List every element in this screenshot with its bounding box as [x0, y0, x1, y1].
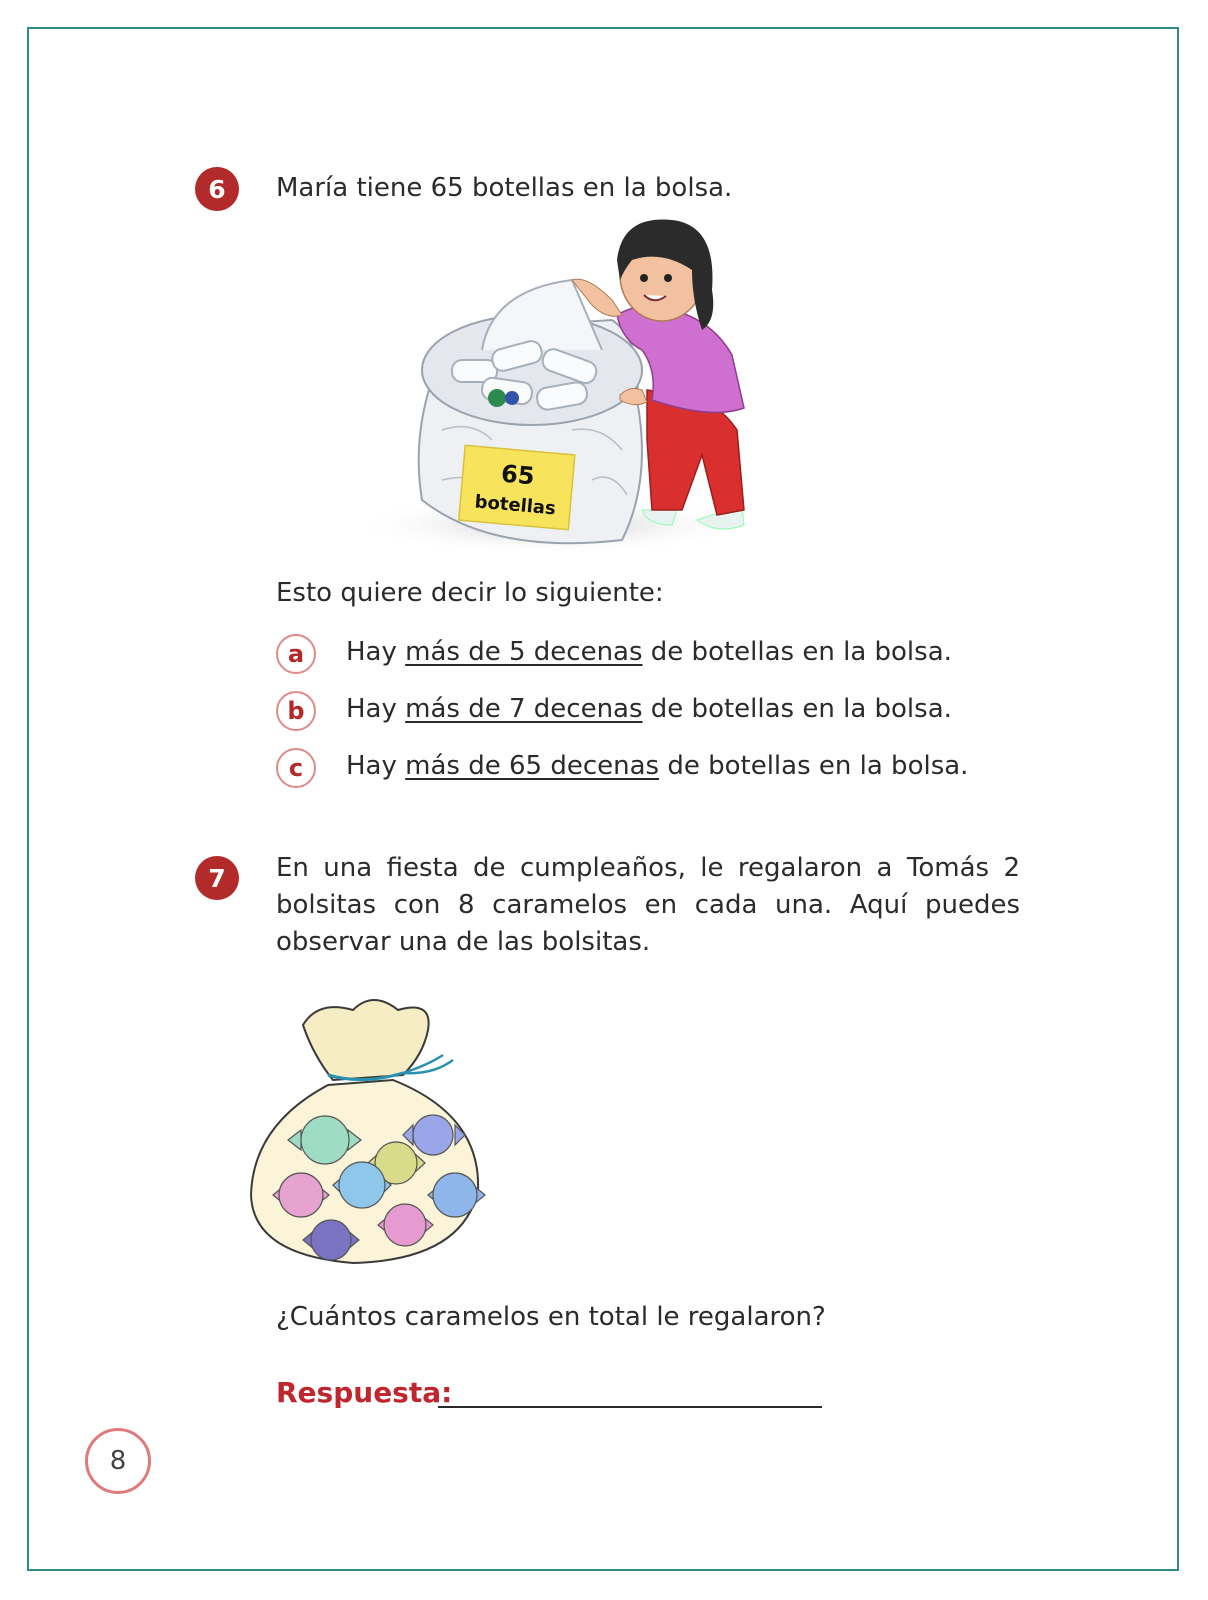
option-c-post: de botellas en la bolsa. [659, 751, 969, 781]
option-b-circle[interactable] [276, 691, 316, 731]
bag-label-word: botellas [473, 491, 557, 520]
question-6-badge [195, 167, 239, 211]
option-a-circle[interactable] [276, 634, 316, 674]
question-7-question: ¿Cuántos caramelos en total le regalaron? [276, 1302, 826, 1332]
option-b-text[interactable] [346, 691, 952, 727]
page-number-badge [85, 1428, 151, 1494]
question-7-badge [195, 856, 239, 900]
option-c-letter: c [288, 754, 304, 782]
question-6-number: 6 [208, 174, 226, 204]
option-a-text[interactable] [346, 634, 952, 670]
girl-bottle-bag-illustration [372, 180, 772, 580]
option-b-pre: Hay [346, 694, 406, 724]
option-c-text[interactable] [346, 748, 968, 784]
option-b-letter: b [287, 697, 305, 725]
option-a-underlined: más de 5 decenas [405, 637, 643, 667]
question-7-number: 7 [208, 863, 226, 893]
option-a-letter: a [287, 640, 305, 668]
option-c-underlined: más de 65 decenas [405, 751, 660, 781]
answer-label: Respuesta: [276, 1376, 453, 1409]
option-c-circle[interactable] [276, 748, 316, 788]
option-b-post: de botellas en la bolsa. [642, 694, 952, 724]
question-6-statement: María tiene 65 botellas en la bolsa. [276, 173, 733, 203]
option-a-post: de botellas en la bolsa. [642, 637, 952, 667]
question-6-lead: Esto quiere decir lo siguiente: [276, 578, 664, 608]
question-7-statement: En una fiesta de cumpleaños, le regalaron a Tomás 2 bolsitas con 8 caramelos en cada una. Aquí puedes observar una de las bolsitas. [276, 853, 1020, 957]
answer-blank-line[interactable] [438, 1406, 822, 1408]
option-a-pre: Hay [346, 637, 406, 667]
candy-bag-illustration [233, 985, 493, 1280]
bag-label-number: 65 [500, 459, 536, 491]
option-c-pre: Hay [346, 751, 406, 781]
option-b-underlined: más de 7 decenas [405, 694, 643, 724]
page-number: 8 [109, 1446, 127, 1476]
